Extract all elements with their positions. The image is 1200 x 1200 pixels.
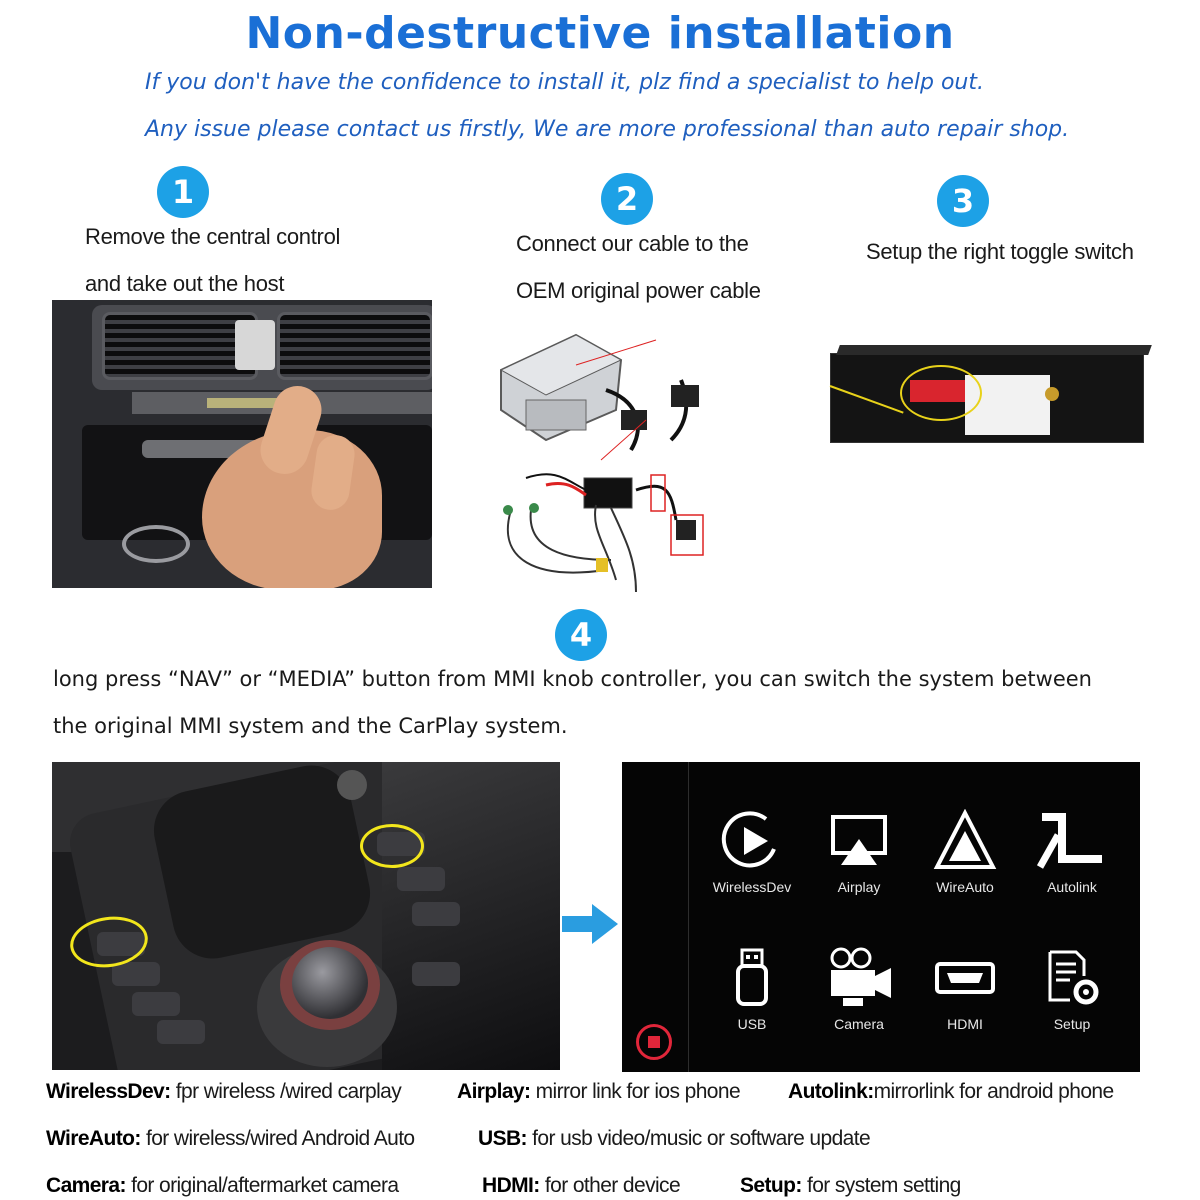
desc-wireauto: WireAuto: for wireless/wired Android Auto [46,1127,415,1150]
step-4-line2: the original MMI system and the CarPlay system. [53,714,568,738]
carplay-system-screen [622,762,1140,1072]
airplay-icon [827,809,891,873]
app-label: WirelessDev [712,879,792,895]
page-title: Non-destructive installation [245,8,955,59]
usb-icon [720,946,784,1010]
setup-icon [1040,946,1104,1010]
app-label: Autolink [1047,879,1097,895]
desc-camera: Camera: for original/aftermarket camera [46,1174,399,1197]
app-wireauto[interactable] [915,807,1015,895]
step-2-badge: 2 [601,173,653,225]
app-usb[interactable] [702,944,802,1032]
desc-autolink: Autolink:mirrorlink for android phone [788,1080,1114,1103]
console-removal-photo [52,300,432,588]
subtitle-confidence: If you don't have the confidence to install it, plz find a specialist to help out. [145,70,984,95]
app-label: WireAuto [936,879,994,895]
step-1-badge: 1 [157,166,209,218]
app-hdmi[interactable] [915,944,1015,1032]
app-wirelessdev[interactable] [702,807,802,895]
app-autolink[interactable] [1022,807,1122,895]
app-label: Airplay [837,879,881,895]
step-1-line1: Remove the central control [85,224,341,249]
step-1-line2: and take out the host [85,271,285,296]
home-button[interactable] [636,1024,672,1060]
play-circle-icon [720,809,784,873]
desc-wirelessdev: WirelessDev: fpr wireless /wired carplay [46,1080,402,1103]
autolink-icon [1032,809,1112,873]
app-label: USB [737,1016,767,1032]
media-button-highlight [360,824,424,868]
mmi-controller-photo [52,762,560,1070]
step-2-line1: Connect our cable to the [516,231,749,256]
step-3-line1: Setup the right toggle switch [866,239,1134,264]
device-toggle-switch-photo [830,345,1150,445]
hdmi-icon [933,946,997,1010]
cable-wiring-diagram [496,330,746,600]
app-airplay[interactable] [809,807,909,895]
desc-setup: Setup: for system setting [740,1174,961,1197]
desc-airplay: Airplay: mirror link for ios phone [457,1080,741,1103]
subtitle-contact: Any issue please contact us firstly, We are more professional than auto repair shop. [145,117,1070,142]
app-label: HDMI [947,1016,983,1032]
desc-hdmi: HDMI: for other device [482,1174,681,1197]
step-4-line1: long press “NAV” or “MEDIA” button from MMI knob controller, you can switch the system between [53,667,1092,691]
app-label: Setup [1053,1016,1091,1032]
arrow-right-icon [562,902,620,946]
app-camera[interactable] [809,944,909,1032]
app-setup[interactable] [1022,944,1122,1032]
android-auto-icon [933,809,997,873]
step-3-badge: 3 [937,175,989,227]
step-4-badge: 4 [555,609,607,661]
desc-usb: USB: for usb video/music or software update [478,1127,871,1150]
app-label: Camera [834,1016,884,1032]
step-2-line2: OEM original power cable [516,278,761,303]
camera-icon [823,946,895,1010]
